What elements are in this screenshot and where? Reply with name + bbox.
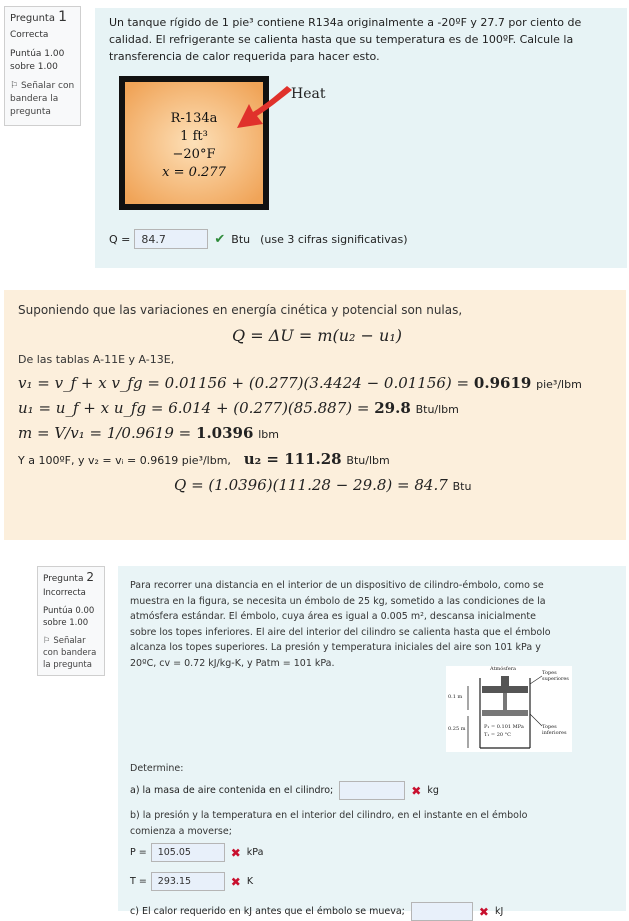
question-1-info bbox=[4, 6, 81, 126]
check-icon: ✔ bbox=[214, 231, 226, 247]
bottom-stops-label: Topes inferiores bbox=[542, 724, 567, 736]
p1-label: P₁ = 0.101 MPa bbox=[484, 724, 524, 730]
t1-label: T₁ = 20 °C bbox=[484, 732, 511, 738]
pressure-input[interactable]: 105.05 bbox=[151, 843, 225, 862]
general-feedback bbox=[4, 290, 626, 540]
question-2-flag[interactable]: ⚐ Señalar con bandera la pregunta bbox=[43, 636, 97, 670]
feedback-eq-v1: v₁ = v_f + x v_fg = 0.01156 + (0.277)(3.4424 − 0.01156) = 0.9619 pie³/lbm bbox=[18, 374, 582, 392]
determine-label: Determine: bbox=[130, 763, 184, 774]
question-2-text: Para recorrer una distancia en el interior de un dispositivo de cilindro-émbolo, como se muestra en la figura, se necesita un émbolo de 25 kg, sometido a las condiciones de la atmósfera estándar. El émbolo, cuya área es igual a 0.005 m², descansa inicialmente sobre los topes inferiores. El aire del interior del cilindro se calienta hasta que el émbolo alcanza los topes superiores. La presión y temperatura iniciales del aire son 101 kPa y 20ºC, cv = 0.72 kJ/kg-K, y Patm = 101 kPa. bbox=[130, 580, 551, 669]
feedback-intro: Suponiendo que las variaciones en energía cinética y potencial son nulas, bbox=[18, 303, 463, 317]
height-2-label: 0.25 m bbox=[448, 726, 466, 732]
temperature-input[interactable]: 293.15 bbox=[151, 872, 225, 891]
flag-icon: ⚐ bbox=[10, 81, 19, 91]
cross-icon: ✖ bbox=[411, 783, 422, 798]
feedback-eq-main: Q = ΔU = m(u₂ − u₁) bbox=[232, 326, 402, 345]
question-2-number: Pregunta 2 bbox=[43, 570, 94, 584]
mass-input[interactable] bbox=[339, 781, 405, 800]
flag-icon: ⚐ bbox=[43, 636, 51, 646]
pressure-row: P = 105.05 ✖ kPa bbox=[130, 843, 263, 862]
question-1-number: Pregunta 1 bbox=[10, 9, 68, 25]
temperature-row: T = 293.15 ✖ K bbox=[130, 872, 253, 891]
question-2-info bbox=[37, 566, 105, 676]
question-2-state: Incorrecta bbox=[43, 588, 86, 598]
feedback-eq-m: m = V/v₁ = 1/0.9619 = 1.0396 lbm bbox=[18, 424, 279, 442]
cross-icon: ✖ bbox=[478, 904, 489, 919]
question-1-answer: Q = 84.7 ✔ Btu (use 3 cifras significativas) bbox=[109, 229, 408, 249]
feedback-eq-q: Q = (1.0396)(111.28 − 29.8) = 84.7 Btu bbox=[174, 476, 472, 494]
part-a-row: a) la masa de aire contenida en el cilindro; ✖ kg bbox=[130, 781, 439, 800]
question-1-content bbox=[95, 8, 627, 268]
question-1-state: Correcta bbox=[10, 30, 49, 40]
question-1-flag[interactable]: ⚐ Señalar con bandera la pregunta bbox=[10, 81, 75, 117]
question-2-content bbox=[118, 566, 626, 919]
feedback-tables: De las tablas A-11E y A-13E, bbox=[18, 353, 175, 366]
cross-icon: ✖ bbox=[230, 874, 241, 889]
heat-label: Heat bbox=[291, 86, 326, 102]
part-c-row: c) El calor requerido en kJ antes que el émbolo se mueva; ✖ kJ bbox=[130, 902, 503, 921]
question-2-score: Puntúa 0.00 sobre 1.00 bbox=[43, 606, 95, 628]
atm-label: Atmósfera bbox=[490, 666, 517, 672]
height-1-label: 0.1 m bbox=[448, 694, 463, 700]
question-1-text: Un tanque rígido de 1 pie³ contiene R134a originalmente a -20ºF y 27.7 por ciento de calidad. El refrigerante se calienta hasta que su temperatura es de 100ºF. Calcule la transferencia de calor requerida para hacer esto. bbox=[109, 16, 582, 63]
cross-icon: ✖ bbox=[230, 845, 241, 860]
part-b-text: b) la presión y la temperatura en el interior del cilindro, en el instante en el émbolo comienza a moverse; bbox=[130, 810, 528, 837]
feedback-eq-u1: u₁ = u_f + x u_fg = 6.014 + (0.277)(85.887) = 29.8 Btu/lbm bbox=[18, 399, 459, 417]
question-1-score: Puntúa 1.00 sobre 1.00 bbox=[10, 49, 65, 72]
heat-input[interactable] bbox=[411, 902, 473, 921]
top-stops-label: Topes superiores bbox=[542, 670, 569, 682]
tank-labels: R-134a 1 ft³ −20°F x = 0.277 bbox=[162, 111, 226, 180]
feedback-line-t: Y a 100ºF, y v₂ = vᵢ = 0.9619 pie³/lbm, u₂ = 111.28 Btu/lbm bbox=[18, 450, 390, 468]
piston-figure bbox=[446, 666, 572, 752]
tank-figure bbox=[117, 74, 355, 214]
q-answer-input[interactable]: 84.7 bbox=[134, 229, 208, 249]
